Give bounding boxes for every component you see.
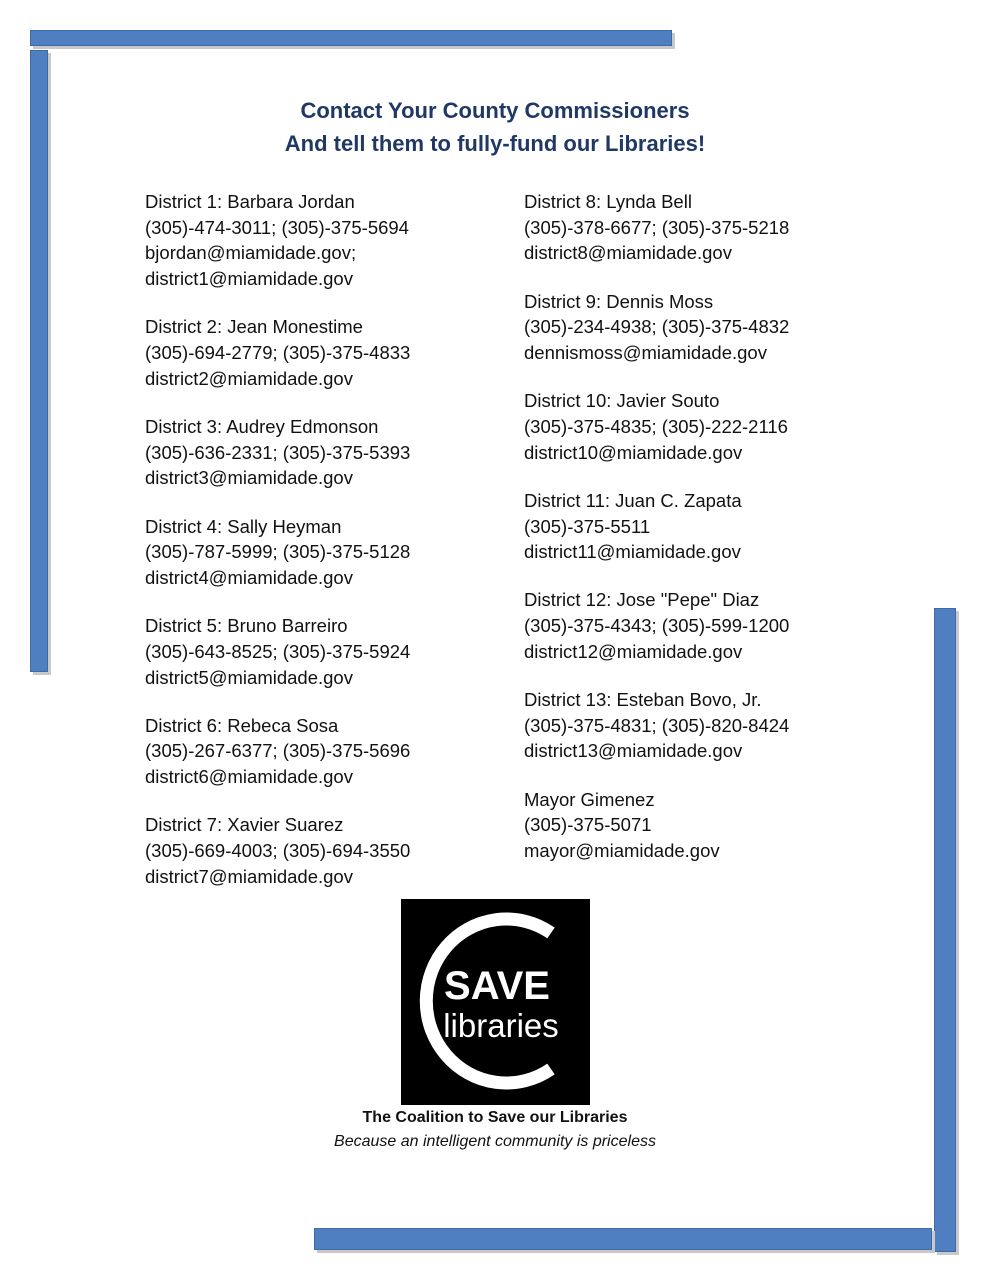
contact-entry-mayor — [524, 787, 924, 864]
contact-title: District 5: Bruno Barreiro — [145, 615, 348, 637]
contact-entry-district-3 — [145, 414, 505, 491]
contact-entry-district-4 — [145, 514, 505, 591]
contact-entry-district-12 — [524, 587, 924, 664]
contact-title: District 11: Juan C. Zapata — [524, 489, 742, 511]
frame-bar-top — [30, 30, 672, 46]
contact-entry-district-2 — [145, 314, 505, 391]
contact-email[interactable]: district13@miamidade.gov — [524, 740, 743, 762]
contact-title: District 13: Esteban Bovo, Jr. — [524, 689, 762, 711]
contact-phone: (305)-375-5071 — [524, 814, 652, 836]
contact-phone: (305)-669-4003; (305)-694-3550 — [145, 840, 411, 862]
contact-title: District 7: Xavier Suarez — [145, 814, 344, 836]
left-contact-column — [145, 189, 505, 912]
contact-entry-district-11 — [524, 488, 924, 565]
contact-entry-district-13 — [524, 687, 924, 764]
save-libraries-logo — [401, 899, 590, 1105]
contact-title: District 9: Dennis Moss — [524, 290, 714, 312]
contact-title: District 1: Barbara Jordan — [145, 191, 355, 212]
contact-entry-district-5 — [145, 613, 505, 690]
contact-entry-district-7 — [145, 812, 505, 889]
logo-word-libraries: libraries — [443, 1007, 559, 1044]
contact-title: District 4: Sally Heyman — [145, 515, 342, 537]
contact-entry-district-9 — [524, 289, 924, 366]
contact-email[interactable]: district11@miamidade.gov — [524, 541, 741, 563]
right-contact-column — [524, 189, 924, 886]
contact-phone: (305)-234-4938; (305)-375-4832 — [524, 316, 790, 338]
contact-entry-district-6 — [145, 713, 505, 790]
page-heading — [0, 94, 990, 160]
contact-phone: (305)-267-6377; (305)-375-5696 — [145, 740, 411, 762]
contact-email[interactable]: district5@miamidade.gov — [145, 666, 353, 688]
contact-title: Mayor Gimenez — [524, 788, 655, 810]
contact-email[interactable]: district2@miamidade.gov — [145, 367, 353, 389]
logo-word-save: SAVE — [444, 964, 550, 1008]
contact-title: District 8: Lynda Bell — [524, 191, 692, 212]
contact-title: District 6: Rebeca Sosa — [145, 714, 339, 736]
contact-phone: (305)-375-4835; (305)-222-2116 — [524, 415, 788, 437]
contact-title: District 12: Jose "Pepe" Diaz — [524, 589, 760, 611]
contact-phone: (305)-787-5999; (305)-375-5128 — [145, 541, 411, 563]
contact-email[interactable]: district8@miamidade.gov — [524, 242, 732, 264]
contact-phone: (305)-643-8525; (305)-375-5924 — [145, 640, 411, 662]
contact-email[interactable]: district12@miamidade.gov — [524, 640, 743, 662]
contact-email[interactable]: district10@miamidade.gov — [524, 441, 743, 463]
contact-entry-district-10 — [524, 388, 924, 465]
contact-email[interactable]: district6@miamidade.gov — [145, 766, 353, 788]
contact-email[interactable]: bjordan@miamidade.gov; — [145, 242, 357, 264]
frame-bar-right — [934, 608, 956, 1252]
contact-email[interactable]: district7@miamidade.gov — [145, 865, 353, 887]
contact-email[interactable]: district3@miamidade.gov — [145, 467, 353, 489]
contact-phone: (305)-636-2331; (305)-375-5393 — [145, 441, 411, 463]
contact-phone: (305)-694-2779; (305)-375-4833 — [145, 342, 411, 364]
organization-name: The Coalition to Save our Libraries — [362, 1109, 628, 1126]
contact-phone: (305)-474-3011; (305)-375-5694 — [145, 216, 409, 238]
contact-email[interactable]: district4@miamidade.gov — [145, 566, 353, 588]
heading-line-2: And tell them to fully-fund our Libraries! — [284, 131, 706, 156]
contact-phone: (305)-375-4831; (305)-820-8424 — [524, 714, 790, 736]
contact-entry-district-1 — [145, 189, 505, 292]
contact-entry-district-8 — [524, 189, 924, 266]
contact-phone: (305)-378-6677; (305)-375-5218 — [524, 216, 790, 238]
contact-email[interactable]: dennismoss@miamidade.gov — [524, 342, 767, 364]
contact-phone: (305)-375-4343; (305)-599-1200 — [524, 615, 790, 637]
contact-phone: (305)-375-5511 — [524, 515, 651, 537]
contact-title: District 2: Jean Monestime — [145, 316, 363, 338]
contact-email[interactable]: mayor@miamidade.gov — [524, 840, 720, 862]
logo-graphic — [401, 899, 590, 1105]
contact-title: District 3: Audrey Edmonson — [145, 415, 379, 437]
organization-tagline: Because an intelligent community is priceless — [334, 1133, 656, 1150]
contact-title: District 10: Javier Souto — [524, 390, 720, 412]
contact-email-secondary[interactable]: district1@miamidade.gov — [145, 268, 353, 290]
frame-bar-bottom — [314, 1228, 932, 1250]
heading-line-1: Contact Your County Commissioners — [300, 98, 690, 123]
